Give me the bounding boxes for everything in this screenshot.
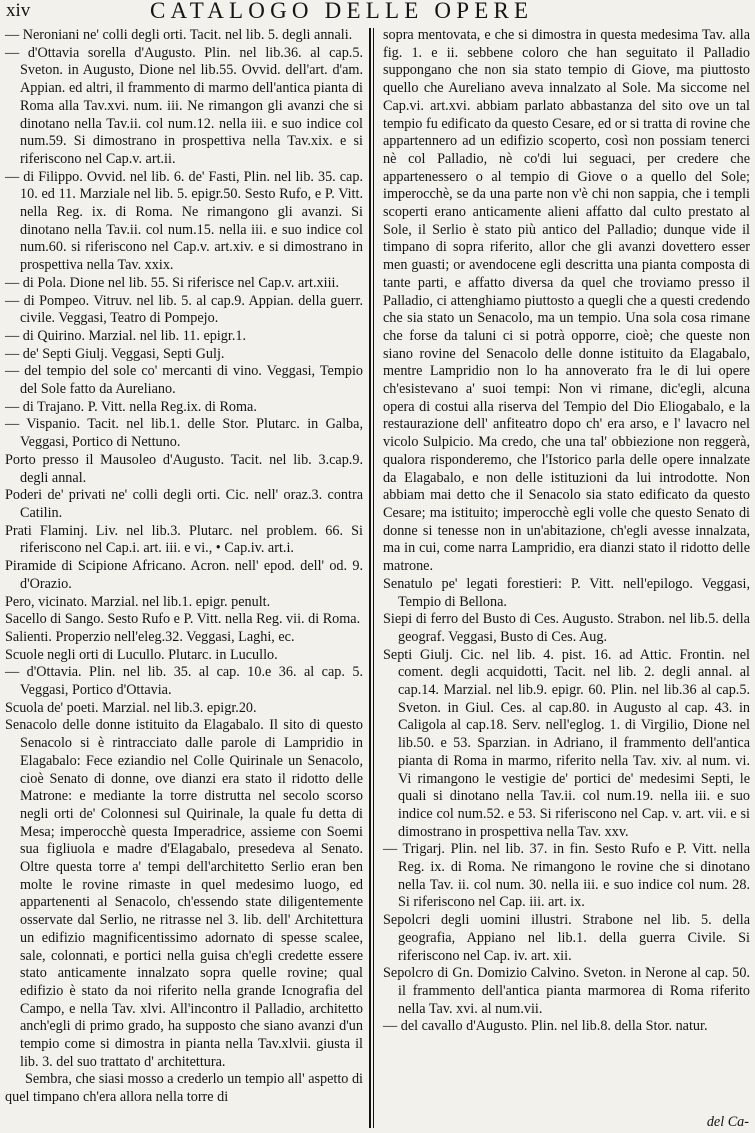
- left-column-entry: — di Pompeo. Vitruv. nel lib. 5. al cap.9. Appian. della guerr. civile. Veggasi, Teatro di Pompejo.: [5, 292, 363, 327]
- right-column-entry: — Trigarj. Plin. nel lib. 37. in fin. Sesto Rufo e P. Vitt. nella Reg. ix. di Roma. Ne rimangono le rovine che si dinotano nella Tav. ii. col num. 30. nella iii. e suo indice col num. 28. Si riferiscono nel Cap. iii. art. ix.: [383, 841, 750, 911]
- left-column-entry: Prati Flaminj. Liv. nel lib.3. Plutarc. nel problem. 66. Si riferiscono nel Cap.i. art. iii. e vi., • Cap.iv. art.i.: [5, 522, 363, 557]
- page-header: [0, 0, 755, 24]
- right-column-entry: Septi Giulj. Cic. nel lib. 4. pist. 16. ad Attic. Frontin. nel coment. degli acquidotti, Tacit. nel lib. 2. degli annal. al cap.14. Marzial. nel lib.9. epigr. 60. Plin. nel lib.36 al cap.5. Sveton. in Giul. Ces. al cap.80. in Augusto al cap. 43. in Caligola al cap.18. Serv. nell'eglog. 1. di Virgilio, Dione nel lib.50. e 53. Sparzian. in Adriano, il frammento dell'antica pianta di Roma in marmo, riferito nella Tav. xiv. al num. vi. Vi rimangono le vestigie de' portici de' medesimi Septi, le quali si dinotano nella Tav.ii. col num.19. nella iii. e suo indice col num.52. e 53. Si riferiscono nel Cap. v. art. vii. e si dimostrano in prospettiva nella Tav. xxv.: [383, 646, 750, 840]
- catchword: del Ca-: [706, 1114, 749, 1130]
- running-title: CATALOGO DELLE OPERE: [150, 0, 534, 23]
- column-divider: [369, 28, 371, 1128]
- left-column: [5, 27, 363, 1107]
- column-divider-thin: [373, 28, 374, 1128]
- left-column-entry: — Neroniani ne' colli degli orti. Tacit. nel lib. 5. degli annali.: [5, 27, 353, 43]
- left-column-entry: Sembra, che siasi mosso a crederlo un tempio all' aspetto di quel timpano ch'era allora nella torre di: [5, 1071, 363, 1106]
- left-column-entry: Piramide di Scipione Africano. Acron. nell' epod. dell' od. 9. d'Orazio.: [5, 558, 363, 592]
- left-column-entry: — di Filippo. Ovvid. nel lib. 6. de' Fasti, Plin. nel lib. 35. cap. 10. ed 11. Marziale nel lib. 5. epigr.50. Sesto Rufo, e P. Vitt. nella Reg. ix. di Roma. Ne rimangono gli avanzi. Si dinotano nella Tav.ii. col num.15. nella iii. e suo indice col num.60. si riferiscono nel Cap.v. art.xiv. e si dimostrano in prospettiva nella Tav. xxix.: [5, 168, 363, 274]
- left-column-entry: — de' Septi Giulj. Veggasi, Septi Gulj.: [5, 345, 225, 362]
- left-column-entry: — del tempio del sole co' mercanti di vino. Veggasi, Tempio del Sole fatto da Aureliano.: [5, 363, 363, 398]
- left-column-entry: Salienti. Properzio nell'eleg.32. Veggasi, Laghi, ec.: [5, 628, 295, 645]
- left-column-entry: — d'Ottavia sorella d'Augusto. Plin. nel lib.36. al cap.5. Sveton. in Augusto, Dione nel lib.55. Ovvid. dell'art. d'am. Appian. ed altri, il frammento di marmo dell'antica pianta di Roma alla Tav.xvi. num. iii. Ne rimangon gli avanzi che si dinotano nella Tav.ii. col num.12. nella iii. e suo indice col num.59. Si dimostrano in prospettiva nella Tav.xix. e si riferiscono nel Cap.v. art.ii.: [5, 44, 363, 167]
- left-column-entry: — d'Ottavia. Plin. nel lib. 35. al cap. 10.e 36. al cap. 5. Veggasi, Portico d'Ottavia.: [5, 664, 363, 699]
- right-column: [383, 27, 750, 1036]
- right-column-entry: Sepolcro di Gn. Domizio Calvino. Sveton. in Nerone al cap. 50. il frammento dell'antica pianta marmorea di Roma riferito nella Tav. xvi. al num.vii.: [383, 965, 750, 1017]
- left-column-entry: — di Pola. Dione nel lib. 55. Si riferisce nel Cap.v. art.xiii.: [5, 274, 340, 291]
- left-column-entry: Scuole negli orti di Lucullo. Plutarc. in Lucullo.: [5, 646, 278, 663]
- right-column-entry: Sepolcri degli uomini illustri. Strabone nel lib. 5. della geografia, Appiano nel lib.1. della guerra Civile. Si riferiscono nel Cap. iv. art. xii.: [383, 912, 750, 964]
- right-column-entry: — del cavallo d'Augusto. Plin. nel lib.8. della Stor. natur.: [383, 1018, 708, 1035]
- left-column-entry: Senacolo delle donne istituito da Elagabalo. Il sito di questo Senacolo si è rintracciato dalle parole di Lampridio in Elagabalo: Fece eziandio nel Colle Quirinale un Senacolo, cioè Senato di donne, ove dianzi era stato il ridotto delle Matrone: e mediante la torre distrutta nel secolo scorso negli orti de' Colonnesi sul Quirinale, la quale fu detta di Mesa; imperocchè questa Imperadrice, assieme con Soemi sua figliuola e madre d'Elagabalo, presedeva al Senato. Oltre questa torre a' tempi dell'architetto Serlio eran ben molte le rovine rimaste in quel medesimo luogo, ed appartenenti al Senacolo, ch'essendo state diligentemente osservate dal Serlio, ne ritrasse nel 3. lib. dell' Architettura un edifizio magnificentissimo adornato di spesse scalee, sale, colonnati, e portici nella guisa ch'egli credette essere stato anticamente innalzato sopra quelle rovine; qual edifizio è stato da noi riferito nella grande Icnografia del Campo, e nella Tav. xlvi. All'incontro il Palladio, architetto anch'egli di primo grado, ha supposto che siano avanzi d'un tempio come si dimostra in pianta nella Tav.xlvii. giusta il lib. 3. del suo trattato d' architettura.: [5, 717, 363, 1070]
- left-column-entry: Poderi de' privati ne' colli degli orti. Cic. nell' oraz.3. contra Catilin.: [5, 487, 363, 521]
- left-column-entry: Sacello di Sango. Sesto Rufo e P. Vitt. nella Reg. vii. di Roma.: [5, 611, 361, 628]
- left-column-entry: Porto presso il Mausoleo d'Augusto. Tacit. nel lib. 3.cap.9. degli annal.: [5, 451, 363, 486]
- left-column-entry: — di Quirino. Marzial. nel lib. 11. epigr.1.: [5, 327, 247, 344]
- right-column-entry: Senatulo pe' legati forestieri: P. Vitt. nell'epilogo. Veggasi, Tempio di Bellona.: [383, 575, 750, 610]
- left-column-entry: Scuola de' poeti. Marzial. nel lib.3. epigr.20.: [5, 699, 257, 716]
- right-column-entry: Siepi di ferro del Busto di Ces. Augusto. Strabon. nel lib.5. della geograf. Veggasi, Busto di Ces. Aug.: [383, 611, 750, 645]
- left-column-entry: — di Trajano. P. Vitt. nella Reg.ix. di Roma.: [5, 398, 257, 415]
- right-column-entry: sopra mentovata, e che si dimostra in questa medesima Tav. alla fig. 1. e ii. sebbene coloro che han seguitato il Palladio suppongano che non sia stato tempio di Giove, ma piuttosto quello che Aureliano aveva innalzato al Sole. Ma siccome nel Cap.vi. art.xvi. abbiam parlato abbastanza del sito ove un tal tempio fu edificato da questo Cesare, ed or si tratta di rovine che appartennero ad un edifizio scoperto, così non possiam tenerci nè col Palladio, nè co'di lui seguaci, per credere che appartenessero o al tempio di Giove o a quello del Sole; imperocchè, se da una parte non v'è chi non sappia, che i templi scoperti erano anticamente alieni affatto dal culto prestato al Sole, il Serlio è stato più antico del Palladio; dunque vide il timpano di sopra riferito, allor che gli avanzi dovettero esser men guasti; or avendocene egli descritta una pianta composta di tante parti, e affatto diversa da quel che troviamo presso il Palladio, ci attenghiamo piuttosto a quegli che a questi credendo che sia stato un Senacolo, ma un tempio. Una sola cosa rimane che forse da taluni ci si potrà opporre, cioè; che queste non siano rovine del Senacolo delle donne istituito da Elagabalo, mentre Lampridio non lo ha annoverato fra le di lui opere ch'esistevano a' suoi tempi: Non vi rimane, dic'egli, alcuna opera di costui alla riserva del Tempio del Dio Eliogabalo, e la restaurazione dell' anfiteatro dopo ch' era arso, e l' lavacro nel vicolo Sulpicio. Ma credo, che una tal' obbiezione non reggerà, qualora risponderemo, che l'Istorico parla delle opere innalzate da Elagabalo, e non delle istituzioni da lui introdotte. Non abbiam mai detto che il Senacolo sia stato edificato da questo Cesare; ma istituito; imperocchè egli volle che questo Senato di donne si tenesse non in un'abitazione, ch'egli avesse innalzata, ma in cui, come narra Lampridio, era dianzi stato il ridotto delle matrone.: [383, 27, 750, 575]
- left-column-entry: — Vispanio. Tacit. nel lib.1. delle Stor. Plutarc. in Galba, Veggasi, Portico di Nettuno.: [5, 416, 363, 451]
- page-number: xiv: [6, 0, 31, 21]
- left-column-entry: Pero, vicinato. Marzial. nel lib.1. epigr. penult.: [5, 593, 271, 610]
